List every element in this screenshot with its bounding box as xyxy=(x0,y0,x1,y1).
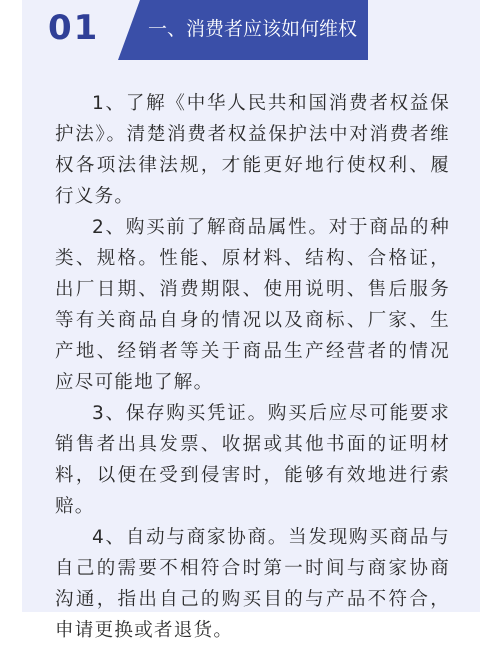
paragraph-3: 3、保存购买凭证。购买后应尽可能要求销售者出具发票、收据或其他书面的证明材料，以便在受到侵害时，能够有效地进行索赔。 xyxy=(55,403,450,517)
paragraph-4: 4、自动与商家协商。当发现购买商品与自己的需要不相符合时第一时间与商家协商沟通，指出自己的购买目的与产品不符合，申请更换或者退货。 xyxy=(55,527,450,641)
paragraph-1: 1、了解《中华人民共和国消费者权益保护法》。清楚消费者权益保护法中对消费者维权各项法律法规，才能更好地行使权利、履行义务。 xyxy=(55,93,450,207)
section-title-banner xyxy=(118,0,368,60)
article-body xyxy=(55,88,450,646)
paragraph-2: 2、购买前了解商品属性。对于商品的种类、规格。性能、原材料、结构、合格证，出厂日期、消费期限、使用说明、售后服务等有关商品自身的情况以及商标、厂家、生产地、经销者等关于商品生产经营者的情况应尽可能地了解。 xyxy=(55,217,450,393)
section-header xyxy=(22,0,480,60)
section-title: 一、消费者应该如何维权 xyxy=(148,18,358,40)
section-number: 01 xyxy=(48,8,100,48)
